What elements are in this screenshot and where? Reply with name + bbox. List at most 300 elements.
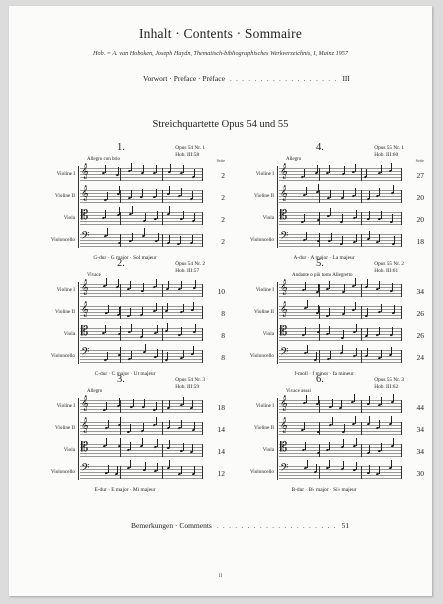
note-stem [157,211,158,219]
note-stem [379,281,380,289]
note-stem [167,323,168,331]
note-stem [157,325,158,333]
note-stem [108,305,109,313]
music-staff [279,279,402,297]
note-stem [192,444,193,452]
note-stem [119,398,120,406]
note-stem [106,438,107,446]
note-stem [169,186,170,194]
bass-clef-icon: 𝄢 [280,229,289,244]
barline [162,466,163,479]
note-stem [342,214,343,222]
staff-row-cello [224,461,424,486]
treble-clef-icon: 𝄞 [280,395,288,410]
note-stem [319,324,320,332]
treble-clef-icon: 𝄞 [280,185,288,200]
note-stem [318,284,319,292]
part-page-number: 2 [221,193,225,202]
note-stem [156,417,157,425]
note-stem [379,466,380,474]
note-stem [319,212,320,220]
note-stem [181,188,182,196]
note-stem [195,324,196,332]
instrument-label: Violoncello [50,469,75,475]
note-stem [157,439,158,447]
toc-comments-label: Bemerkungen · Comments [131,521,212,530]
note-stem [306,232,307,240]
note-stem [130,442,131,450]
staff-row-violin-1 [224,279,424,304]
note-stem [145,462,146,470]
note-stem [195,280,196,288]
note-stem [130,460,131,468]
treble-clef-icon: 𝄞 [280,279,288,294]
staff-row-violin-2 [224,417,424,442]
note-stem [181,281,182,289]
barline [162,422,163,435]
note-stem [168,281,169,289]
instrument-label: Violine I [56,287,75,293]
music-staff [80,185,203,203]
part-page-number: 34 [416,447,424,456]
note-stem [306,187,307,195]
note-stem [193,346,194,354]
treble-clef-icon: 𝄞 [280,417,288,432]
note-stem [119,207,120,215]
quartet-incipit[interactable] [224,142,424,268]
treble-clef-icon: 𝄞 [81,163,89,178]
note-stem [144,399,145,407]
staff-row-viola [25,207,225,232]
opus-number: Opus 54 Nr. 3 [175,377,205,383]
staff-row-cello [25,461,225,486]
note-stem [167,303,168,311]
treble-clef-icon: 𝄞 [81,395,89,410]
note-stem [169,206,170,214]
note-stem [356,210,357,218]
barline [401,444,402,457]
staff-row-cello [224,345,424,370]
instrument-label: Viola [262,331,274,337]
note-stem [343,190,344,198]
staff-row-viola [224,323,424,348]
section-title: Streichquartette Opus 54 und 55 [152,119,289,130]
music-staff [279,395,402,413]
opus-info [175,261,205,274]
staff-row-violin-1 [25,279,225,304]
note-stem [394,305,395,313]
music-staff [80,417,203,435]
part-page-number: 12 [217,469,225,478]
staff-row-violin-2 [25,301,225,326]
note-stem [105,325,106,333]
note-stem [142,307,143,315]
music-staff [80,229,203,247]
note-stem [329,165,330,173]
note-stem [143,165,144,173]
hoboken-number: Hob. III:62 [374,383,399,390]
opus-number: Opus 55 Nr. 1 [374,145,404,151]
note-stem [307,345,308,353]
note-stem [344,166,345,174]
barline [202,422,203,435]
quartet-number: 5. [316,258,324,269]
note-stem [391,347,392,355]
barline [202,284,203,297]
note-stem [342,345,343,353]
part-page-number: 44 [416,403,424,412]
barline [361,444,362,457]
barline [162,350,163,363]
music-staff [80,279,203,297]
note-stem [367,348,368,356]
barline [319,168,320,181]
instrument-label: Viola [63,215,75,221]
barline [361,284,362,297]
alto-clef-icon: 𝄡 [81,439,89,454]
note-stem [108,465,109,473]
staff-row-violin-2 [25,185,225,210]
note-stem [181,420,182,428]
note-stem [329,460,330,468]
note-stem [393,438,394,446]
alto-clef-icon: 𝄡 [280,323,288,338]
note-stem [356,438,357,446]
score-page [9,6,432,596]
note-stem [329,281,330,289]
note-stem [120,326,121,334]
part-page-number: 20 [416,193,424,202]
note-stem [132,206,133,214]
quartet-number: 3. [117,374,125,385]
note-stem [183,165,184,173]
note-stem [304,422,305,430]
bass-clef-icon: 𝄢 [280,345,289,360]
barline [162,284,163,297]
barline [120,212,121,225]
staff-row-violin-1 [25,395,225,420]
note-stem [156,402,157,410]
note-stem [120,417,121,425]
staff-row-viola [224,207,424,232]
barline [202,190,203,203]
key-signature-caption: G-dur · G major · Sol majeur [93,255,157,261]
note-stem [379,420,380,428]
opus-number: Opus 55 Nr. 2 [374,261,404,267]
note-stem [392,327,393,335]
bass-clef-icon: 𝄢 [81,461,90,476]
note-stem [169,460,170,468]
note-stem [381,443,382,451]
note-stem [379,188,380,196]
opus-number: Opus 54 Nr. 2 [175,261,205,267]
note-stem [156,303,157,311]
staff-row-viola [25,323,225,348]
key-signature-caption: C-dur · C major · Ut majeur [94,371,156,377]
hoboken-number: Hob. III:60 [374,151,399,158]
note-stem [369,416,370,424]
part-page-number: 18 [217,403,225,412]
instrument-label: Violine II [55,309,75,315]
note-stem [355,302,356,310]
note-stem [144,228,145,236]
note-stem [393,394,394,402]
note-stem [367,328,368,336]
music-staff [279,229,402,247]
note-stem [343,461,344,469]
note-stem [344,424,345,432]
note-stem [181,327,182,335]
tempo-marking: Allegro [87,389,103,394]
instrument-label: Violine I [255,171,274,177]
hoboken-number: Hob. III:58 [175,151,200,158]
instrument-label: Violine II [254,309,274,315]
note-stem [183,350,184,358]
part-page-number: 20 [416,215,424,224]
toc-preface-entry[interactable]: Vorwort · Preface · Préface . . . . . . . . . . . . . . . . . . III [143,74,350,83]
barline [401,350,402,363]
music-staff [80,301,203,319]
bass-clef-icon: 𝄢 [81,345,90,360]
note-stem [194,213,195,221]
note-stem [355,164,356,172]
note-stem [356,348,357,356]
part-page-number: 30 [416,469,424,478]
note-stem [119,186,120,194]
barline [162,306,163,319]
note-stem [119,307,120,315]
staff-row-viola [25,439,225,464]
opus-info [374,377,404,390]
note-stem [318,184,319,192]
barline [401,234,402,247]
toc-comments-entry[interactable]: Bemerkungen · Comments . . . . . . . . . . . . . . . . . . . . 51 [131,521,350,530]
instrument-label: Violine II [254,193,274,199]
barline [120,168,121,181]
instrument-label: Violine II [55,193,75,199]
barline [202,328,203,341]
part-page-number: 8 [221,331,225,340]
note-stem [305,282,306,290]
note-stem [194,169,195,177]
barline [319,284,320,297]
barline [202,400,203,413]
note-stem [120,235,121,243]
instrument-label: Violine I [255,287,274,293]
part-page-number: 34 [416,425,424,434]
barline [120,306,121,319]
opus-info [175,145,205,158]
barline [361,328,362,341]
music-staff [80,395,203,413]
page-folio: II [218,574,223,579]
note-stem [145,344,146,352]
part-page-number: 26 [416,331,424,340]
quartet-incipit[interactable] [224,374,424,500]
note-stem [117,466,118,474]
note-stem [143,423,144,431]
barline [401,328,402,341]
note-stem [106,278,107,286]
note-stem [367,308,368,316]
note-stem [356,324,357,332]
key-signature-caption: f-moll · f minor · fa mineur [294,371,354,377]
treble-clef-icon: 𝄞 [81,279,89,294]
note-stem [183,211,184,219]
note-stem [369,211,370,219]
staff-row-violin-2 [224,185,424,210]
instrument-label: Violoncello [249,237,274,243]
note-stem [331,233,332,241]
staff-row-cello [224,229,424,254]
note-stem [118,167,119,175]
treble-clef-icon: 𝄞 [280,163,288,178]
note-stem [145,213,146,221]
music-staff [80,207,203,225]
barline [202,350,203,363]
instrument-label: Violoncello [50,237,75,243]
note-stem [143,283,144,291]
barline [401,466,402,479]
note-stem [318,396,319,404]
note-stem [344,284,345,292]
barline [319,400,320,413]
instrument-label: Violine II [254,425,274,431]
barline [319,350,320,363]
note-stem [319,445,320,453]
music-staff [279,461,402,479]
toc-preface-page: III [342,74,350,83]
note-stem [369,231,370,239]
quartet-incipit[interactable] [25,374,225,500]
note-stem [319,233,320,241]
note-stem [354,394,355,402]
note-stem [192,191,193,199]
barline [162,444,163,457]
note-stem [156,279,157,287]
staff-row-cello [25,229,225,254]
part-page-number: 2 [221,215,225,224]
barline [361,306,362,319]
tempo-marking: Vivace [87,273,101,278]
staff-row-violin-1 [224,163,424,188]
note-stem [157,349,158,357]
note-stem [105,165,106,173]
music-staff [80,323,203,341]
instrument-label: Viola [63,447,75,453]
music-staff [80,345,203,363]
barline [202,168,203,181]
note-stem [142,189,143,197]
page-column-label: Seite [216,158,225,163]
opus-number: Opus 55 Nr. 3 [374,377,404,383]
note-stem [107,228,108,236]
quartet-incipit[interactable] [224,258,424,384]
barline [401,284,402,297]
instrument-label: Viola [262,215,274,221]
note-stem [381,165,382,173]
staff-row-cello [25,345,225,370]
music-staff [80,163,203,181]
note-stem [131,351,132,359]
barline [162,212,163,225]
note-stem [169,400,170,408]
barline [401,422,402,435]
note-stem [183,443,184,451]
note-stem [369,191,370,199]
note-stem [156,165,157,173]
instrument-label: Violoncello [249,469,274,475]
alto-clef-icon: 𝄡 [81,207,89,222]
note-stem [156,189,157,197]
quartet-incipit[interactable] [25,258,225,384]
barline [361,234,362,247]
note-stem [379,327,380,335]
note-stem [381,350,382,358]
note-stem [118,279,119,287]
note-stem [133,399,134,407]
note-stem [343,330,344,338]
barline [401,400,402,413]
barline [361,422,362,435]
opus-info [175,377,205,390]
note-stem [107,352,108,360]
part-page-number: 8 [221,353,225,362]
quartet-number: 1. [117,142,125,153]
note-stem [356,234,357,242]
bass-clef-icon: 𝄢 [280,461,289,476]
bass-clef-icon: 𝄢 [81,229,90,244]
note-stem [391,163,392,171]
part-page-number: 2 [221,171,225,180]
note-stem [392,214,393,222]
note-stem [142,438,143,446]
music-staff [279,345,402,363]
note-stem [183,304,184,312]
barline [120,400,121,413]
note-stem [105,210,106,218]
note-stem [316,352,317,360]
treble-clef-icon: 𝄞 [280,301,288,316]
note-stem [392,283,393,291]
barline [202,444,203,457]
note-stem [305,327,306,335]
opus-number: Opus 54 Nr. 1 [175,145,205,151]
quartet-incipit[interactable] [25,142,225,268]
opus-info [374,261,404,274]
note-stem [342,236,343,244]
tempo-marking: Andante o più tosto Allegretto [292,273,353,278]
barline [361,168,362,181]
alto-clef-icon: 𝄡 [280,207,288,222]
tempo-marking: Allegro con brio [87,157,121,162]
instrument-label: Viola [63,331,75,337]
note-stem [180,236,181,244]
barline [162,400,163,413]
treble-clef-icon: 𝄞 [81,185,89,200]
part-page-number: 14 [217,425,225,434]
barline [401,168,402,181]
note-stem [169,440,170,448]
tempo-marking: Allegro [286,157,302,162]
note-stem [130,424,131,432]
note-stem [107,192,108,200]
instrument-label: Viola [262,447,274,453]
page-title: Inhalt · Contents · Sommaire [138,26,303,41]
instrument-label: Violine I [56,171,75,177]
note-stem [391,416,392,424]
note-stem [381,211,382,219]
